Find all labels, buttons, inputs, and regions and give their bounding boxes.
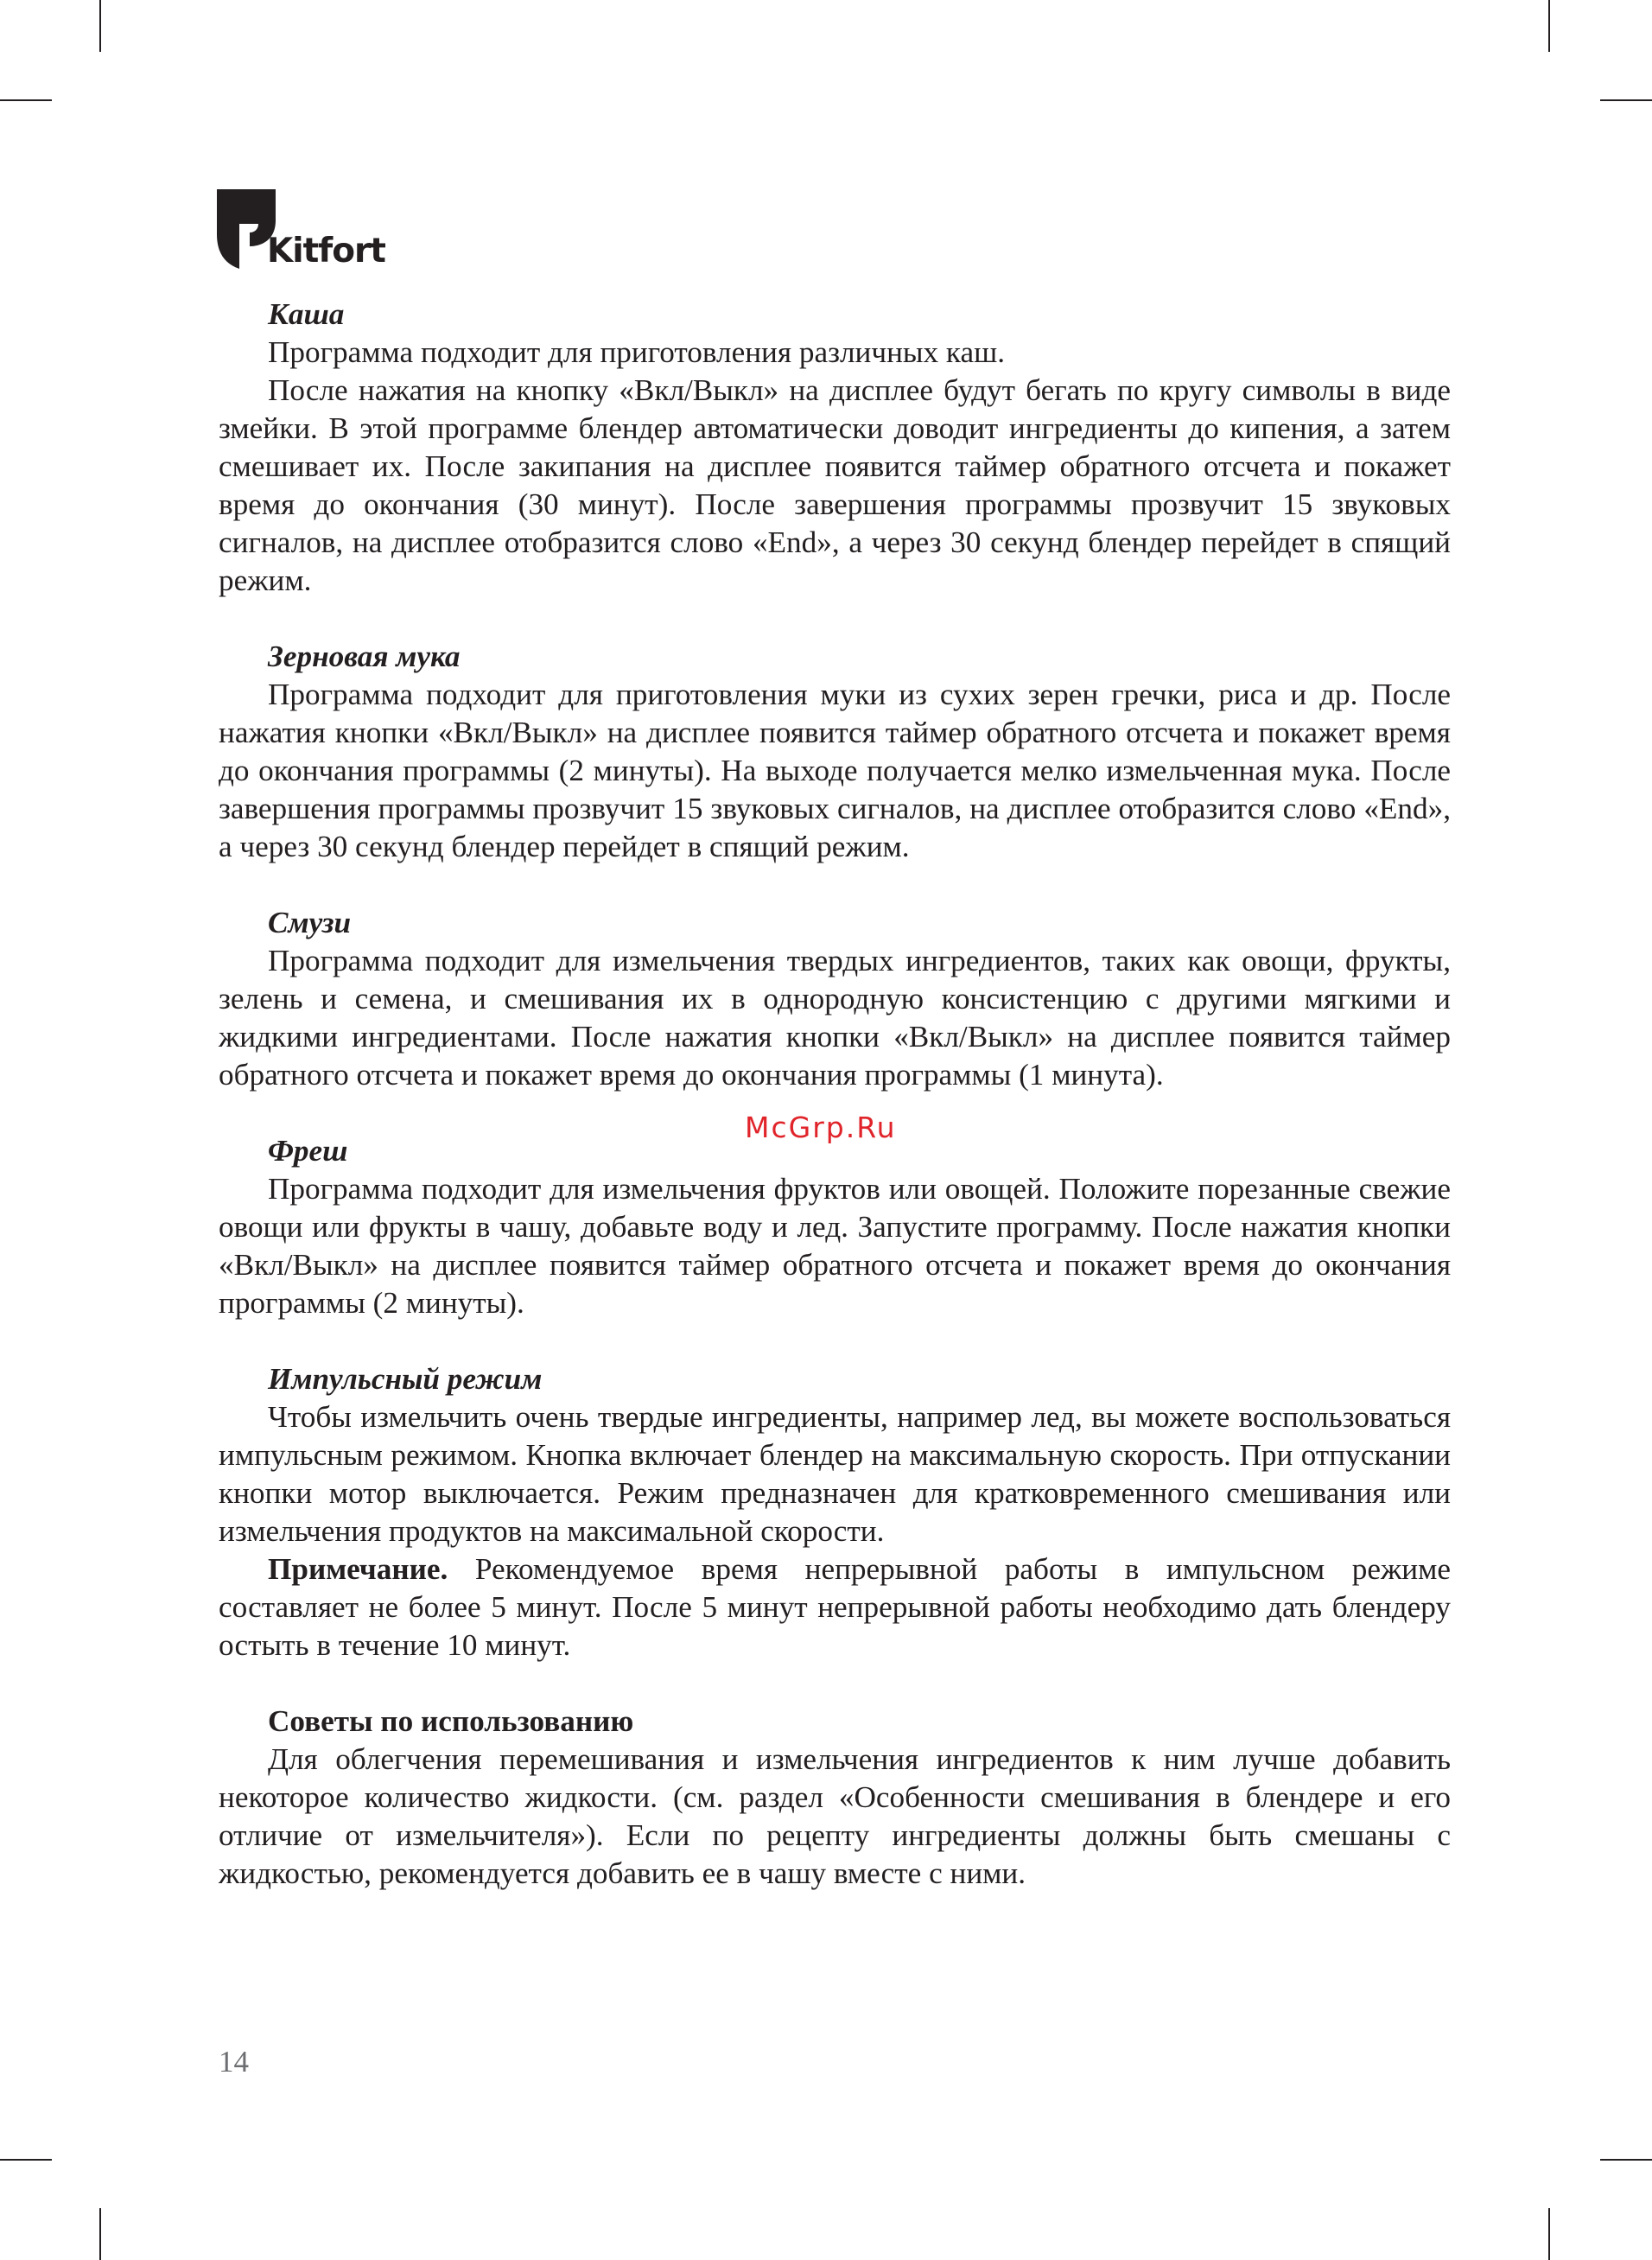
paragraph: Программа подходит для измельчения фруктов или овощей. Положите порезанные свежие овощи или фрукты в чашу, добавьте воду и лед. Запустите программу. После нажатия кнопки «Вкл/Выкл» на дисплее появится таймер обратного отсчета и покажет время до окончания программы (2 минуты). [219, 1172, 1451, 1320]
section-smoothie [219, 904, 1451, 1094]
watermark: McGrp.Ru [745, 1111, 897, 1144]
crop-mark [1548, 2208, 1550, 2260]
section-usage-tips [219, 1703, 1451, 1893]
paragraph: Для облегчения перемешивания и измельчения ингредиентов к ним лучше добавить некоторое количество жидкости. (см. раздел «Особенности смешивания в блендере и его отличие от измельчителя»). Если по рецепту ингредиенты должны быть смешаны с жидкостью, рекомендуется добавить ее в чашу вместе с ними. [219, 1742, 1451, 1890]
section-title: Каша [268, 297, 345, 331]
note-label: Примечание. [268, 1552, 448, 1586]
section-fresh [219, 1132, 1451, 1322]
paragraph: Программа подходит для приготовления муки из сухих зерен гречки, риса и др. После нажатия кнопки «Вкл/Выкл» на дисплее появится таймер обратного отсчета и покажет время до окончания программы (2 минуты). На выходе получается мелко измельченная мука. После завершения программы прозвучит 15 звуковых сигналов, на дисплее отобразится слово «End», а через 30 секунд блендер перейдет в спящий режим. [219, 678, 1451, 863]
section-title: Смузи [268, 906, 352, 939]
crop-mark [1548, 0, 1550, 52]
note-paragraph [219, 1550, 1451, 1665]
paragraph: Программа подходит для приготовления различных каш. [268, 335, 1006, 369]
note-text: Рекомендуемое время непрерывной работы в импульсном режиме составляет не более 5 минут. После 5 минут непрерывной работы необходимо дать блендеру остыть в течение 10 минут. [219, 1552, 1451, 1662]
crop-mark [0, 2159, 52, 2161]
section-title: Советы по использованию [268, 1704, 634, 1738]
paragraph: Чтобы измельчить очень твердые ингредиенты, например лед, вы можете воспользоваться импульсным режимом. Кнопка включает блендер на максимальную скорость. При отпускании кнопки мотор выключается. Режим предназначен для кратковременного смешивания или измельчения продуктов на максимальной скорости. [219, 1400, 1451, 1548]
section-title: Зерновая мука [268, 640, 461, 673]
crop-mark [1600, 99, 1652, 101]
section-title: Фреш [268, 1134, 348, 1168]
crop-mark [1600, 2159, 1652, 2161]
page-number: 14 [219, 2045, 249, 2079]
section-title: Импульсный режим [268, 1362, 543, 1396]
brand-name: Kitfort [267, 232, 385, 271]
crop-mark [99, 0, 101, 52]
section-kasha [219, 296, 1451, 600]
crop-mark [0, 99, 52, 101]
crop-mark [99, 2208, 101, 2260]
paragraph: После нажатия на кнопку «Вкл/Выкл» на дисплее будут бегать по кругу символы в виде змейки. В этой программе блендер автоматически доводит ингредиенты до кипения, а затем смешивает их. После закипания на дисплее появится таймер обратного отсчета и покажет время до окончания (30 минут). После завершения программы прозвучит 15 звуковых сигналов, на дисплее отобразится слово «End», а через 30 секунд блендер перейдет в спящий режим. [219, 373, 1451, 597]
section-grain-flour [219, 638, 1451, 866]
paragraph: Программа подходит для измельчения твердых ингредиентов, таких как овощи, фрукты, зелень и семена, и смешивания их в однородную консистенцию с другими мягкими и жидкими ингредиентами. После нажатия кнопки «Вкл/Выкл» на дисплее появится таймер обратного отсчета и покажет время до окончания программы (1 минута). [219, 944, 1451, 1092]
section-pulse-mode [219, 1360, 1451, 1665]
